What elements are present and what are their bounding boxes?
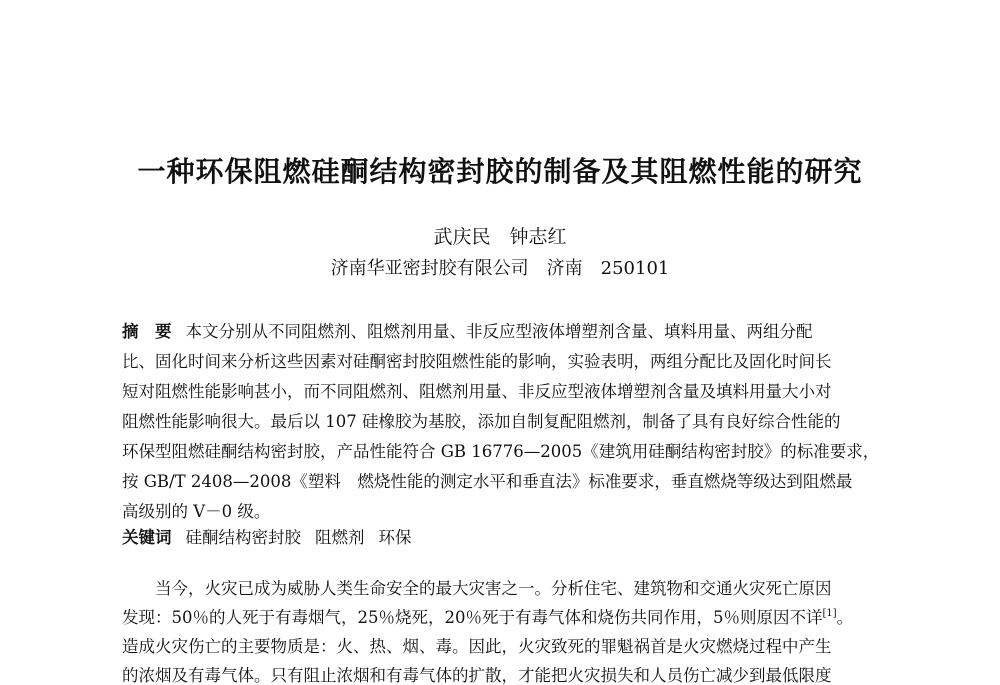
keyword-item: 硅酮结构密封胶 xyxy=(185,528,301,547)
abstract-label: 摘 要 xyxy=(122,322,172,341)
keyword-item: 阻燃剂 xyxy=(315,528,365,547)
keywords-section xyxy=(122,530,412,547)
paper-authors: 武庆民 钟志红 xyxy=(433,226,567,248)
keyword-item: 环保 xyxy=(378,528,412,547)
paper-affiliation: 济南华亚密封胶有限公司 济南 250101 xyxy=(330,258,670,279)
abstract-line-7: 高级别的 V－0 级。 xyxy=(122,502,271,521)
abstract-text-1: 本文分别从不同阻燃剂、阻燃剂用量、非反应型液体增塑剂含量、填料用量、两组分配 xyxy=(185,322,813,341)
abstract-line-2: 比、固化时间来分析这些因素对硅酮密封胶阻燃性能的影响，实验表明，两组分配比及固化时间长 xyxy=(122,352,832,371)
body-line-4: 的浓烟及有毒气体。只有阻止浓烟和有毒气体的扩散，才能把火灾损失和人员伤亡减少到最低限度 xyxy=(122,666,832,685)
abstract-line-3: 短对阻燃性能影响甚小，而不同阻燃剂、阻燃剂用量、非反应型液体增塑剂含量及填料用量大小对 xyxy=(122,382,832,401)
body-text-2: 发现：50％的人死于有毒烟气，25％烧死，20％死于有毒气体和烧伤共同作用，5％则原因不详 xyxy=(122,608,823,627)
body-text-2-tail: 。 xyxy=(836,608,854,627)
body-line-2 xyxy=(122,610,853,627)
citation-ref: [1] xyxy=(822,608,837,619)
body-line-3: 造成火灾伤亡的主要物质是：火、热、烟、毒。因此，火灾致死的罪魁祸首是火灾燃烧过程中产生 xyxy=(122,637,832,656)
abstract-line-1 xyxy=(122,324,813,341)
body-line-1: 当今，火灾已成为威胁人类生命安全的最大灾害之一。分析住宅、建筑物和交通火灾死亡原因 xyxy=(122,579,832,598)
keywords-label: 关键词 xyxy=(122,528,172,547)
abstract-line-4: 阻燃性能影响很大。最后以 107 硅橡胶为基胶，添加自制复配阻燃剂，制备了具有良好综合性能的 xyxy=(122,412,841,431)
abstract-line-5: 环保型阻燃硅酮结构密封胶，产品性能符合 GB 16776—2005《建筑用硅酮结构密封胶》的标准要求， xyxy=(122,442,880,461)
paper-title: 一种环保阻燃硅酮结构密封胶的制备及其阻燃性能的研究 xyxy=(137,155,863,188)
abstract-line-6: 按 GB/T 2408—2008《塑料 燃烧性能的测定水平和垂直法》标准要求，垂直燃烧等级达到阻燃最 xyxy=(122,472,853,491)
